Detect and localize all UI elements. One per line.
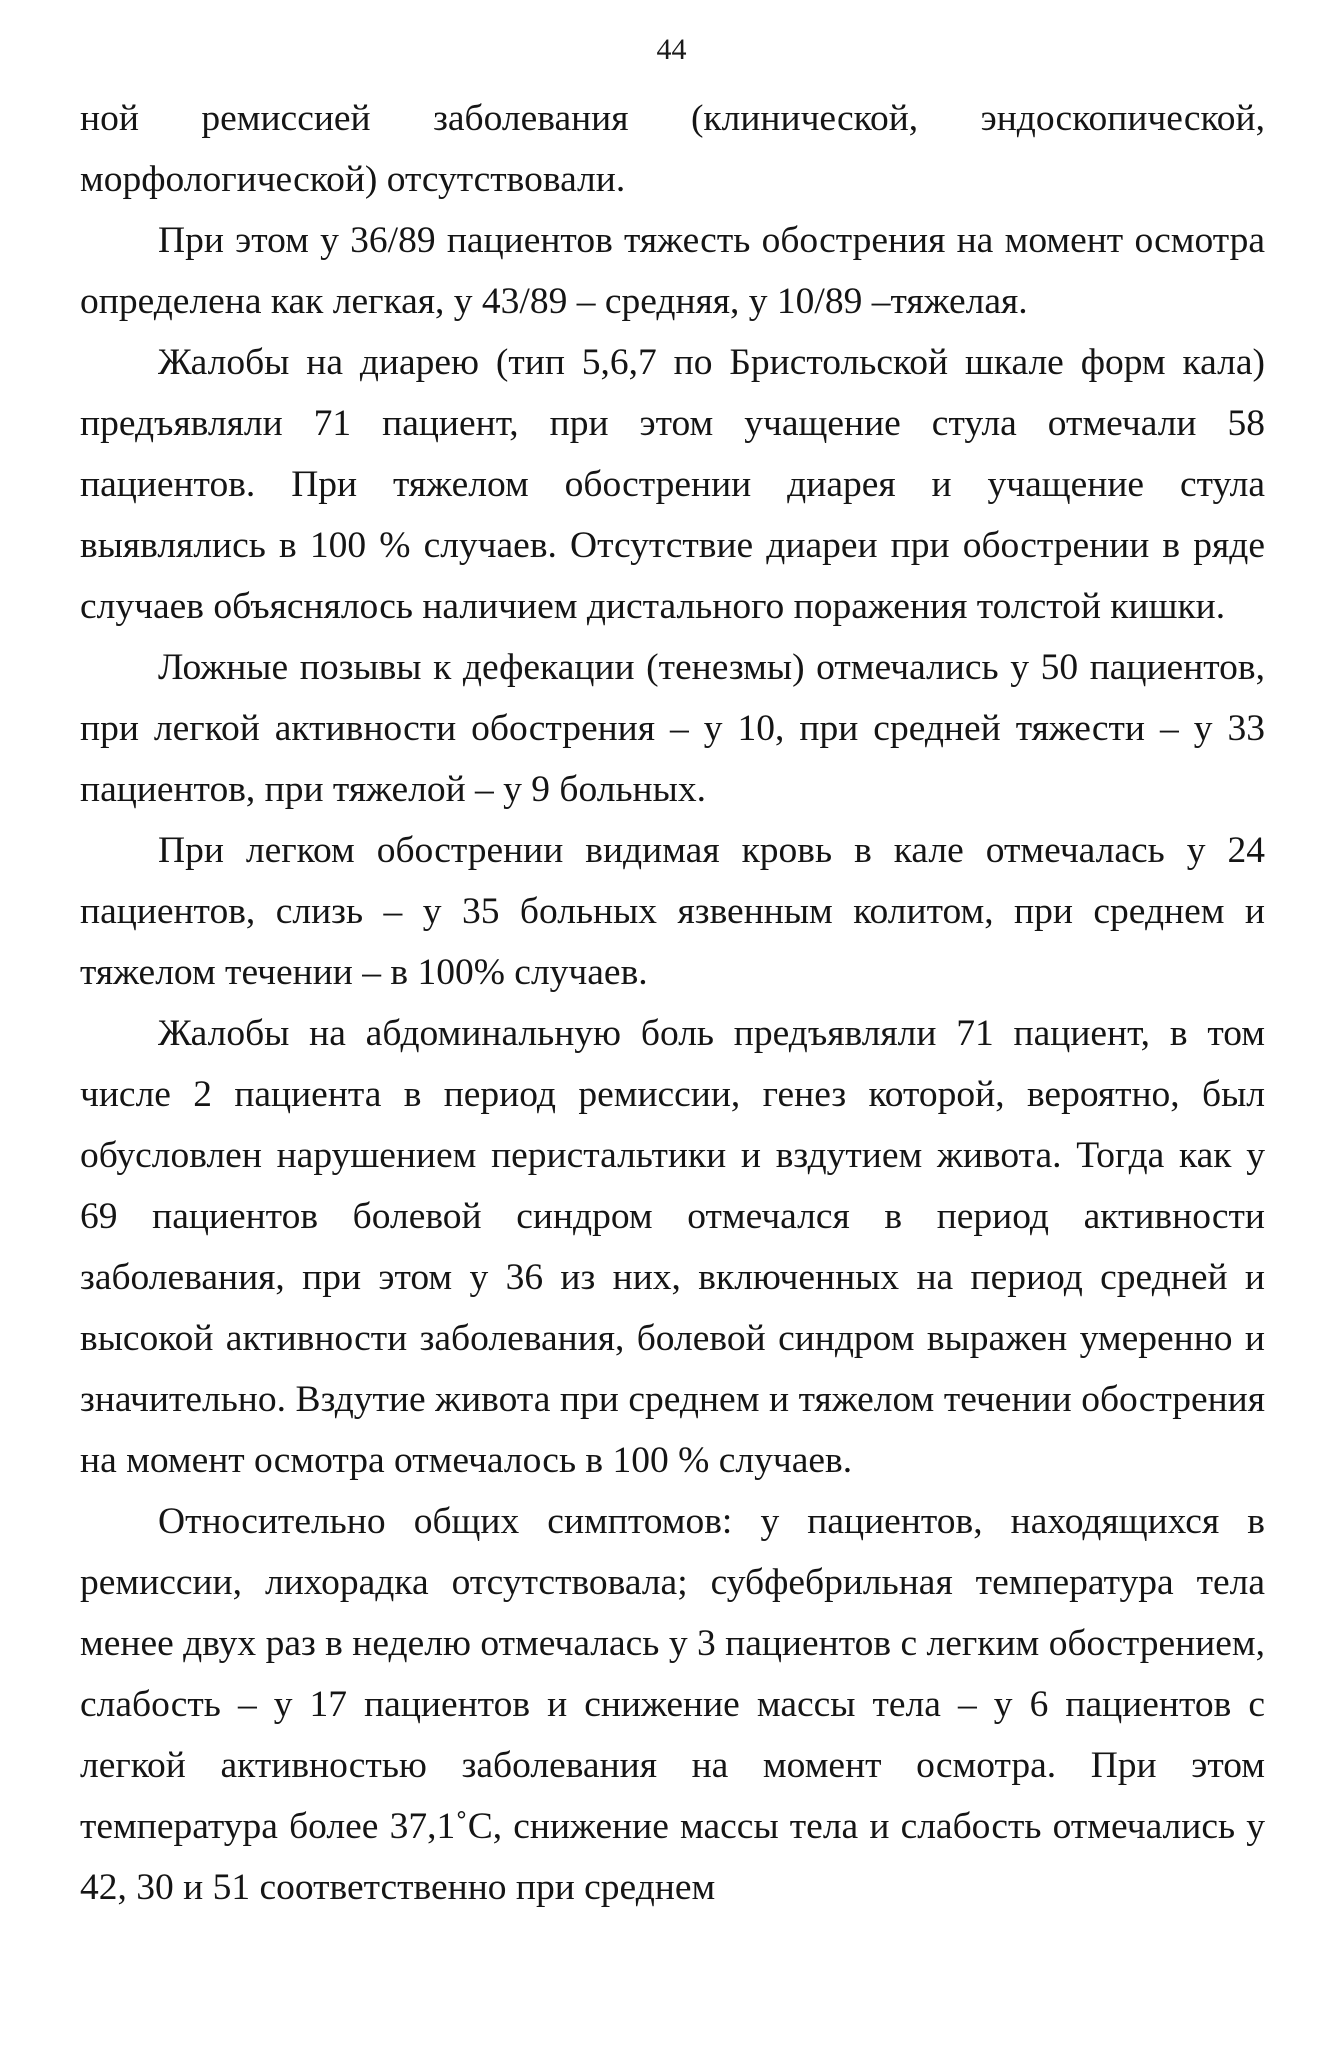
paragraph-continuation: ной ремиссией заболевания (клинической, эндоскопической, морфологической) отсутствовали. [80, 98, 1265, 200]
body-text [80, 88, 1265, 1918]
paragraph-abdominal-pain: Жалобы на абдоминальную боль предъявляли 71 пациент, в том числе 2 пациента в период ремиссии, генез которой, вероятно, был обусловлен нарушением перистальтики и вздутием живота. Тогда как у 69 пациентов болевой синдром отмечался в период активности заболевания, при этом у 36 из них, включенных на период средней и высокой активности заболевания, болевой синдром выражен умеренно и значительно. Вздутие живота при среднем и тяжелом течении обострения на момент осмотра отмечалось в 100 % случаев. [80, 1013, 1265, 1481]
paragraph-general-symptoms: Относительно общих симптомов: у пациентов, находящихся в ремиссии, лихорадка отсутствовала; субфебрильная температура тела менее двух раз в неделю отмечалась у 3 пациентов с легким обострением, слабость – у 17 пациентов и снижение массы тела – у 6 пациентов с легкой активностью заболевания на момент осмотра. При этом температура более 37,1˚С, снижение массы тела и слабость отмечались у 42, 30 и 51 соответственно при среднем [80, 1501, 1265, 1908]
paragraph-diarrhea: Жалобы на диарею (тип 5,6,7 по Бристольской шкале форм кала) предъявляли 71 пациент, при этом учащение стула отмечали 58 пациентов. При тяжелом обострении диарея и учащение стула выявлялись в 100 % случаев. Отсутствие диареи при обострении в ряде случаев объяснялось наличием дистального поражения толстой кишки. [80, 342, 1265, 627]
paragraph-tenesmus: Ложные позывы к дефекации (тенезмы) отмечались у 50 пациентов, при легкой активности обострения – у 10, при средней тяжести – у 33 пациентов, при тяжелой – у 9 больных. [80, 647, 1265, 810]
paragraph-severity-distribution: При этом у 36/89 пациентов тяжесть обострения на момент осмотра определена как легкая, у 43/89 – средняя, у 10/89 –тяжелая. [80, 220, 1265, 322]
paragraph-blood-mucus: При легком обострении видимая кровь в кале отмечалась у 24 пациентов, слизь – у 35 больных язвенным колитом, при среднем и тяжелом течении – в 100% случаев. [80, 830, 1265, 993]
page-number: 44 [656, 33, 687, 66]
